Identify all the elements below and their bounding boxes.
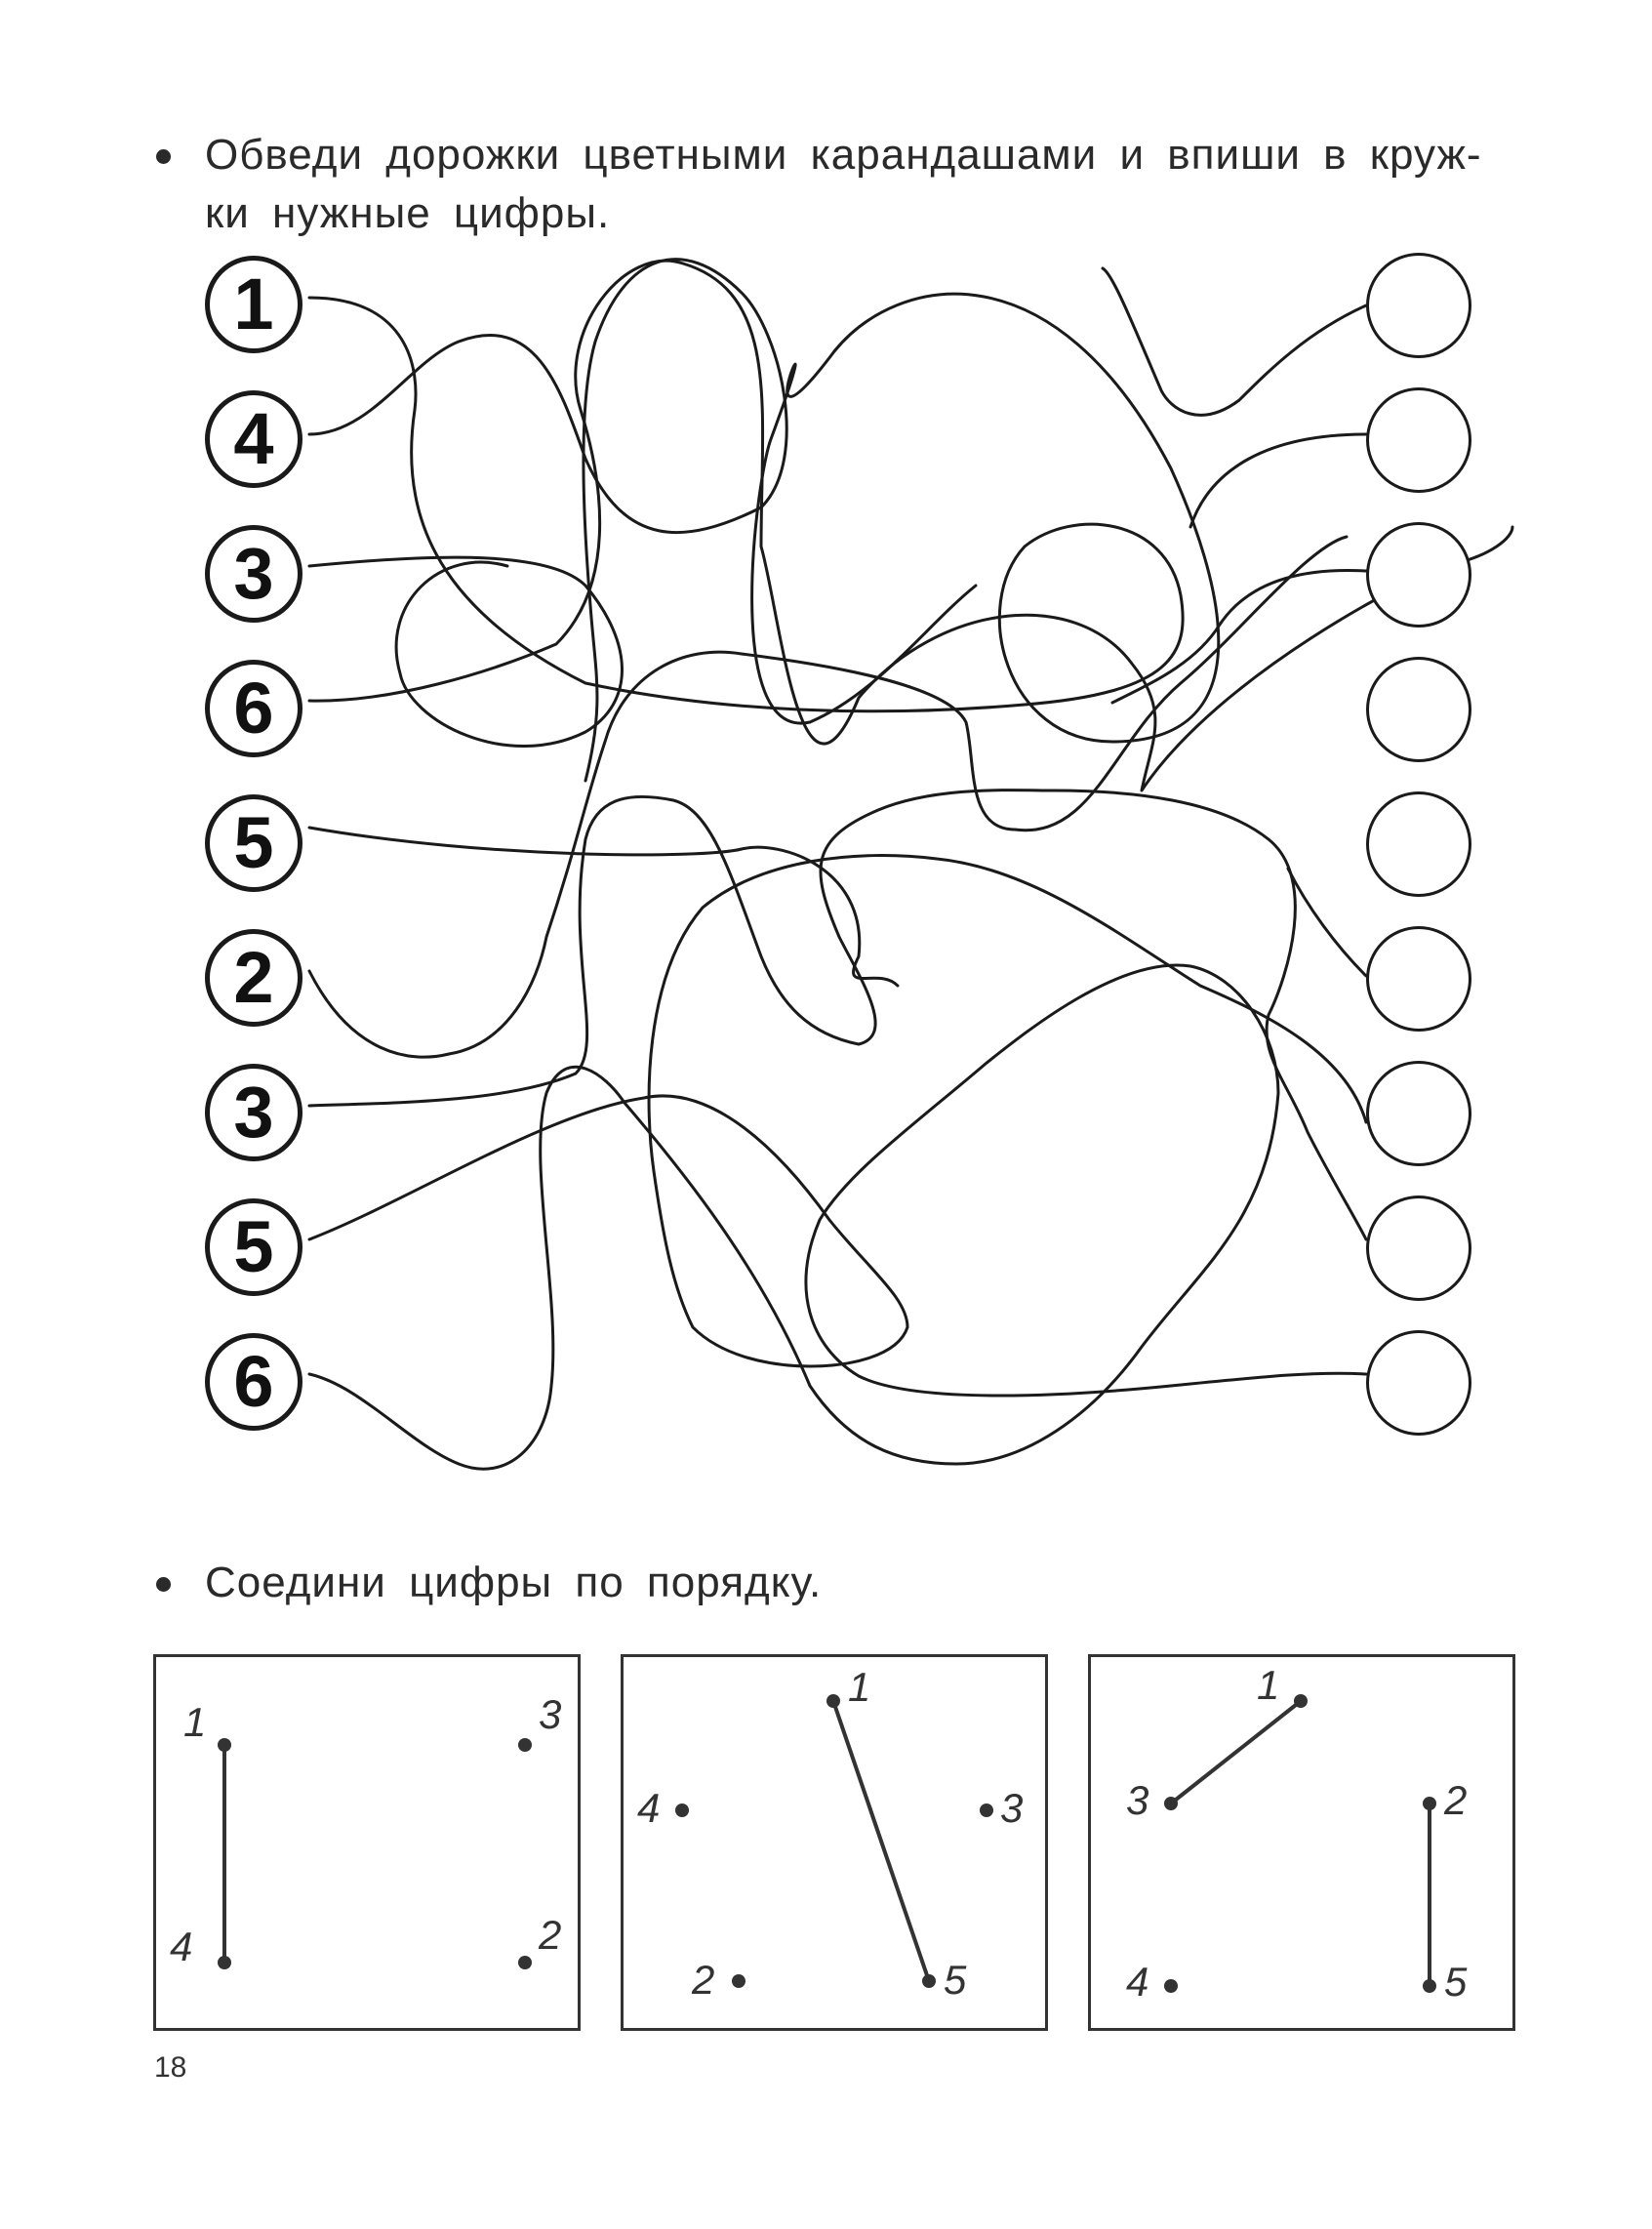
panel-2-dot-1[interactable] (826, 1694, 840, 1708)
answer-circle-2[interactable] (1366, 387, 1471, 493)
panel-3-dot-4[interactable] (1164, 1979, 1178, 1993)
maze-path-1 (309, 294, 1219, 742)
panel-3-dot-label-2: 2 (1444, 1777, 1468, 1823)
answer-circle-3[interactable] (1366, 522, 1471, 628)
left-number-circle-2: 4 (205, 390, 302, 488)
answer-circle-1[interactable] (1366, 253, 1471, 358)
left-number-circle-6: 2 (205, 929, 302, 1027)
maze-path-3 (309, 557, 623, 746)
panel-2-drawing (624, 1657, 1045, 2028)
panel-1-dot-4[interactable] (218, 1956, 231, 1969)
task2-instruction: Соедини цифры по порядку. (205, 1559, 823, 1606)
panel-3-dot-label-3: 3 (1126, 1777, 1149, 1823)
panel-3-segment-1 (1171, 1701, 1301, 1803)
panel-2-dot-label-2: 2 (692, 1957, 715, 2003)
dot-panel-1 (153, 1654, 581, 2031)
maze-path-5 (309, 828, 898, 986)
task1-instruction-line1: Обведи дорожки цветными карандашами и впиши в круж- (205, 131, 1482, 179)
panel-2-dot-4[interactable] (675, 1803, 689, 1817)
panel-3-dot-5[interactable] (1423, 1979, 1436, 1993)
answer-circle-4[interactable] (1366, 657, 1471, 762)
maze-path-13 (1288, 869, 1366, 976)
panel-1-dot-label-2: 2 (539, 1912, 562, 1958)
panel-3-dot-3[interactable] (1164, 1797, 1178, 1810)
panel-3-dot-label-1: 1 (1257, 1662, 1280, 1708)
panel-2-segment-1 (833, 1701, 929, 1981)
panel-3-dot-label-4: 4 (1126, 1959, 1149, 2005)
maze-path-10 (1103, 268, 1366, 415)
answer-circle-9[interactable] (1366, 1330, 1471, 1436)
panel-1-dot-label-4: 4 (170, 1924, 193, 1969)
panel-2-dot-3[interactable] (980, 1803, 993, 1817)
panel-3-dot-1[interactable] (1294, 1694, 1308, 1708)
left-number-circle-9: 6 (205, 1333, 302, 1431)
maze-path-9 (309, 965, 1366, 1469)
panel-1-dot-2[interactable] (518, 1956, 532, 1969)
task2-bullet (156, 1577, 171, 1592)
panel-2-dot-label-3: 3 (1000, 1785, 1024, 1831)
panel-1-drawing (156, 1657, 578, 2028)
answer-circle-8[interactable] (1366, 1196, 1471, 1301)
panel-1-dot-3[interactable] (518, 1738, 532, 1752)
panel-2-dot-label-4: 4 (637, 1785, 661, 1831)
left-number-circle-3: 3 (205, 525, 302, 623)
maze-path-12 (1112, 570, 1366, 703)
task1-instruction-line2: ки нужные цифры. (205, 189, 611, 237)
left-number-circle-7: 3 (205, 1064, 302, 1161)
answer-circle-6[interactable] (1366, 926, 1471, 1032)
panel-3-dot-2[interactable] (1423, 1797, 1436, 1810)
panel-2-dot-5[interactable] (922, 1974, 936, 1988)
left-number-circle-4: 6 (205, 660, 302, 757)
dot-panel-3 (1088, 1654, 1515, 2031)
panel-1-dot-label-3: 3 (539, 1691, 562, 1737)
panel-2-dot-label-1: 1 (848, 1664, 871, 1710)
maze-path-11 (1190, 434, 1366, 527)
answer-circle-5[interactable] (1366, 791, 1471, 897)
panel-1-dot-1[interactable] (218, 1738, 231, 1752)
panel-2-dot-2[interactable] (732, 1974, 745, 1988)
left-number-circle-8: 5 (205, 1198, 302, 1296)
page-number: 18 (154, 2051, 187, 2084)
panel-3-dot-label-5: 5 (1444, 1959, 1468, 2005)
panel-2-dot-label-5: 5 (944, 1957, 967, 2003)
dot-panel-2 (621, 1654, 1048, 2031)
answer-circle-7[interactable] (1366, 1061, 1471, 1166)
left-number-circle-1: 1 (205, 256, 302, 353)
panel-1-dot-label-1: 1 (183, 1699, 207, 1745)
left-number-circle-5: 5 (205, 794, 302, 892)
